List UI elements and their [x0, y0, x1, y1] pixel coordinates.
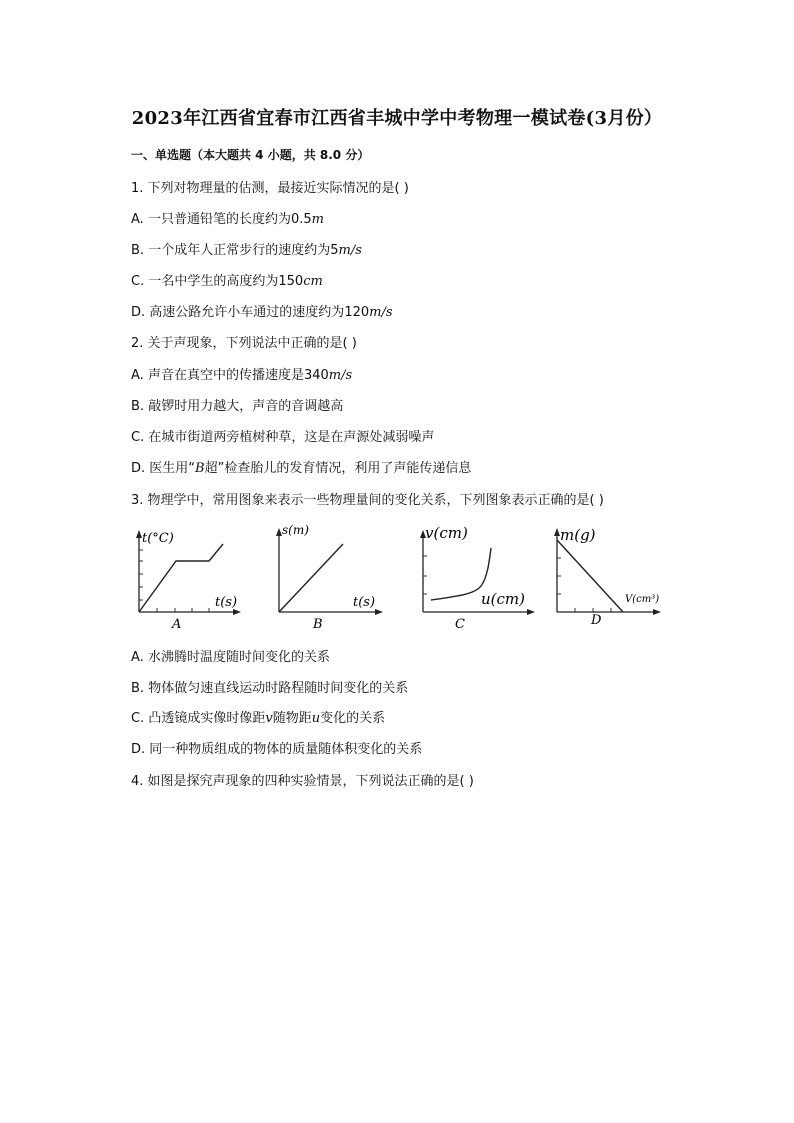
graph-a: [125, 520, 245, 636]
option-text-em: u: [311, 711, 321, 726]
option-value: 340: [303, 368, 329, 383]
option-text-post: 变化的关系: [320, 711, 386, 726]
option-text: 水沸腾时温度随时间变化的关系: [147, 650, 330, 665]
option-label: B.: [131, 399, 145, 414]
question-2-option-c: [131, 426, 434, 445]
question-1-option-a: [131, 208, 324, 227]
graph-b-caption: B: [313, 617, 323, 632]
graph-d-svg: [545, 520, 669, 632]
question-3-option-d: [131, 738, 422, 757]
option-label: D.: [131, 461, 146, 476]
option-text-pre: 凸透镜成实像时像距: [148, 711, 266, 726]
graph-b-line: [279, 544, 343, 612]
graph-c: [409, 520, 539, 636]
graph-b-ylabel: s(m): [282, 523, 309, 537]
option-unit: m: [311, 212, 324, 227]
option-label: A.: [131, 650, 144, 665]
graph-a-caption: A: [172, 617, 182, 632]
graph-a-curve: [139, 544, 223, 612]
option-text-em: B: [195, 461, 205, 476]
option-value: 120: [344, 305, 370, 320]
x-arrow: [653, 609, 661, 615]
question-3-option-b: [131, 677, 408, 696]
option-text: 高速公路允许小车通过的速度约为: [149, 305, 345, 320]
option-label: B.: [131, 681, 145, 696]
graph-d-caption: D: [591, 613, 602, 628]
option-label: D.: [131, 742, 146, 757]
graph-d: [545, 520, 669, 636]
question-2-option-d: [131, 457, 471, 476]
question-2-option-b: [131, 395, 343, 414]
graph-a-xlabel: t(s): [215, 595, 238, 610]
option-label: D.: [131, 305, 146, 320]
graph-a-svg: [125, 520, 245, 632]
exam-title: 2023年江西省宜春市江西省丰城中学中考物理一模试卷(3月份）: [131, 108, 663, 129]
option-label: A.: [131, 212, 144, 227]
option-text-post: 超”检查胎儿的发育情况，利用了声能传递信息: [204, 461, 472, 476]
question-1-option-d: [131, 301, 393, 320]
option-value: 5: [330, 243, 339, 258]
question-1-option-c: [131, 270, 323, 289]
graph-d-ylabel: m(g): [560, 526, 596, 544]
question-2-option-a: [131, 364, 352, 383]
option-text: 一只普通铅笔的长度约为: [147, 212, 291, 227]
option-label: B.: [131, 243, 145, 258]
graph-d-xlabel: V(cm³): [625, 594, 660, 605]
question-3-stem: 3. 物理学中，常用图象来表示一些物理量间的变化关系，下列图象表示正确的是( ): [131, 493, 604, 508]
option-text: 物体做匀速直线运动时路程随时间变化的关系: [148, 681, 409, 696]
option-unit: m/s: [338, 243, 362, 258]
option-label: C.: [131, 711, 145, 726]
option-text-mid: 随物距: [272, 711, 312, 726]
option-text-pre: 医生用“: [149, 461, 196, 476]
graph-d-line: [557, 540, 623, 612]
option-unit: m/s: [369, 305, 393, 320]
option-text: 一个成年人正常步行的速度约为: [148, 243, 331, 258]
section-heading: 一、单选题（本大题共 4 小题，共 8.0 分）: [131, 148, 370, 162]
graph-b-svg: [267, 520, 387, 632]
graph-c-ylabel: v(cm): [425, 524, 468, 542]
option-label: C.: [131, 430, 145, 445]
option-label: C.: [131, 274, 145, 289]
x-arrow: [375, 609, 383, 615]
question-4-stem: 4. 如图是探究声现象的四种实验情景，下列说法正确的是( ): [131, 774, 474, 789]
option-value: 0.5: [290, 212, 312, 227]
question-1-option-b: [131, 239, 362, 258]
option-value: 150: [278, 274, 304, 289]
graph-c-caption: C: [455, 617, 465, 632]
option-text-em: v: [265, 711, 273, 726]
graph-c-xlabel: u(cm): [481, 590, 525, 608]
option-text: 声音在真空中的传播速度是: [147, 368, 304, 383]
option-text: 在城市街道两旁植树种草，这是在声源处减弱噪声: [148, 430, 435, 445]
question-3-option-a: [131, 646, 330, 665]
graph-c-svg: [409, 520, 539, 632]
option-label: A.: [131, 368, 144, 383]
option-unit: m/s: [328, 368, 353, 383]
graph-a-ylabel: t(°C): [142, 531, 174, 546]
question-2-stem: 2. 关于声现象，下列说法中正确的是( ): [131, 336, 357, 351]
option-text: 敲锣时用力越大，声音的音调越高: [148, 399, 344, 414]
option-text: 同一种物质组成的物体的质量随体积变化的关系: [149, 742, 423, 757]
x-arrow: [527, 609, 535, 615]
question-3-option-c: [131, 707, 385, 726]
graph-b-xlabel: t(s): [353, 595, 376, 610]
question-1-stem: 1. 下列对物理量的估测，最接近实际情况的是( ): [131, 181, 409, 196]
option-unit: cm: [303, 274, 323, 289]
graph-b: [267, 520, 387, 636]
option-text: 一名中学生的高度约为: [148, 274, 279, 289]
